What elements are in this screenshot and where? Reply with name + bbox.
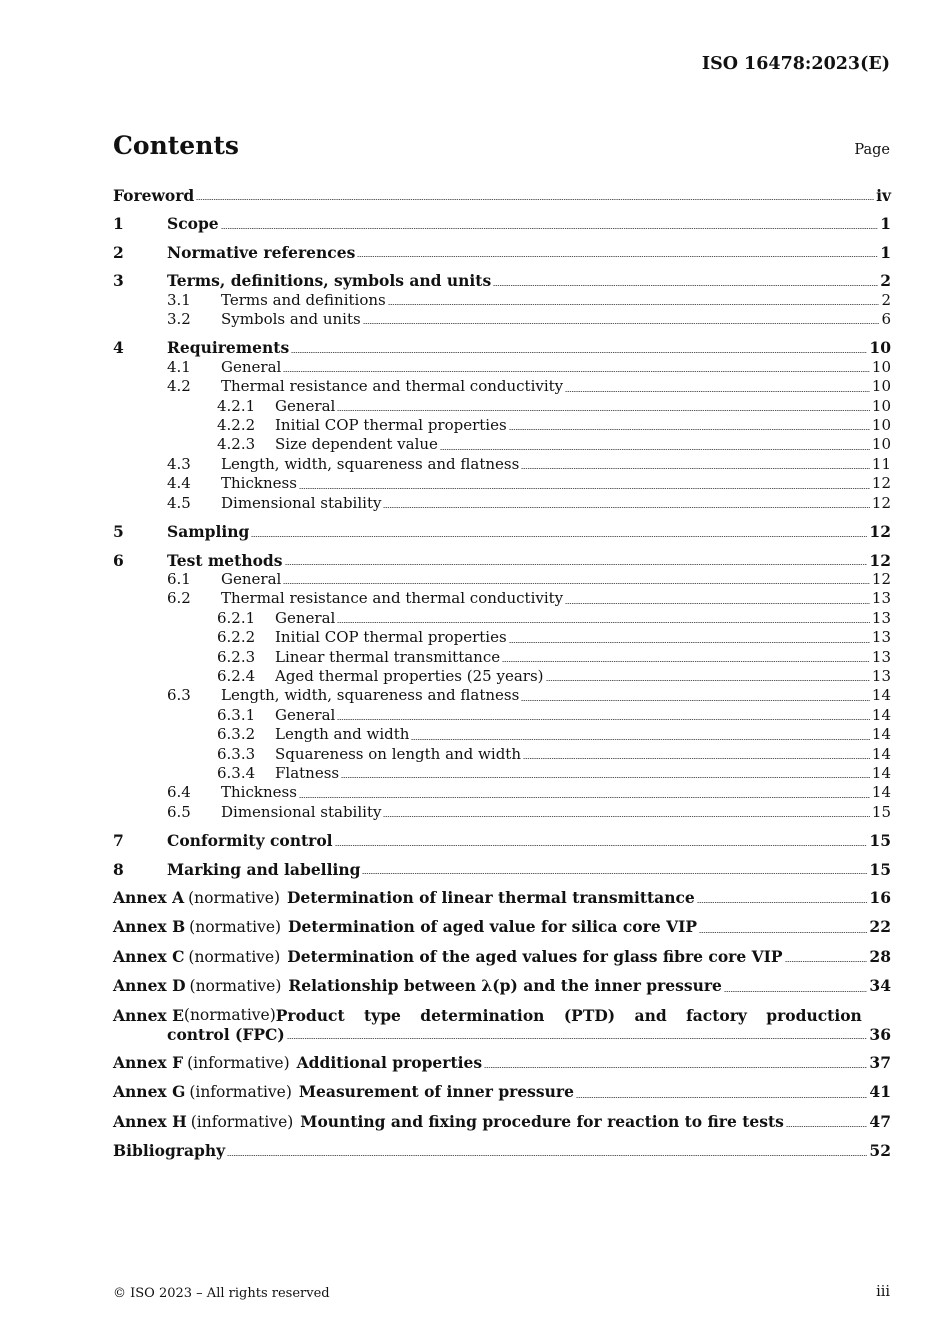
document-id: ISO 16478:2023(E) — [701, 54, 890, 74]
toc-page: 12 — [869, 550, 891, 570]
toc-entry-section-2[interactable] — [113, 243, 891, 262]
toc-number: 6.2 — [167, 589, 191, 608]
toc-number: 1 — [113, 214, 124, 234]
toc-entry-section-7[interactable] — [113, 831, 891, 850]
toc-label: Initial COP thermal properties — [275, 628, 507, 647]
toc-number: 6.3 — [167, 686, 191, 705]
toc-page: 14 — [871, 783, 891, 802]
toc-number: 6.2.4 — [217, 666, 256, 685]
toc-label: General — [221, 357, 282, 376]
toc-number: 6.2.1 — [217, 608, 256, 627]
toc-label: Measurement of inner pressure — [298, 1082, 574, 1102]
leader-dots — [341, 777, 870, 778]
annex-designation: Annex B — [113, 917, 186, 937]
page-title: Contents — [113, 131, 240, 160]
toc-label: Determination of linear thermal transmittance — [286, 888, 695, 907]
toc-entry-subsubsection[interactable] — [113, 416, 891, 435]
toc-entry-section-8[interactable] — [113, 860, 891, 879]
toc-page: 12 — [871, 474, 891, 493]
leader-dots — [785, 961, 868, 962]
table-of-contents — [113, 186, 891, 1161]
leader-dots — [724, 991, 868, 992]
toc-number: 4.2 — [167, 377, 191, 396]
toc-page: 14 — [871, 686, 891, 705]
leader-dots — [283, 583, 870, 584]
toc-label: Test methods — [167, 550, 283, 570]
leader-dots — [283, 371, 870, 372]
toc-entry-subsection[interactable] — [113, 310, 891, 329]
toc-entry-annex-e[interactable] — [113, 1006, 891, 1044]
toc-label: General — [275, 608, 336, 627]
leader-dots — [546, 680, 870, 681]
toc-page: 11 — [871, 454, 891, 473]
toc-number: 3.1 — [167, 290, 191, 309]
toc-number: 4.5 — [167, 493, 191, 512]
toc-page: 14 — [871, 763, 891, 782]
toc-page: 13 — [871, 628, 891, 647]
leader-dots — [383, 507, 869, 508]
leader-dots — [335, 845, 868, 846]
toc-label: Foreword — [113, 186, 195, 205]
toc-label: Sampling — [167, 522, 250, 542]
toc-number: 4.3 — [167, 454, 191, 473]
toc-entry-subsection[interactable] — [113, 589, 891, 608]
toc-label: Size dependent value — [275, 435, 438, 454]
leader-dots — [699, 932, 867, 933]
leader-dots — [521, 700, 870, 701]
toc-page: 16 — [869, 888, 891, 907]
toc-entry-section-1[interactable] — [113, 214, 891, 233]
toc-entry-subsubsection[interactable] — [113, 609, 891, 628]
leader-dots — [786, 1126, 868, 1127]
toc-page: 13 — [871, 647, 891, 666]
toc-page: 36 — [869, 1024, 891, 1044]
toc-number: 6.3.1 — [217, 705, 256, 724]
annex-designation: Annex D — [113, 976, 186, 996]
toc-page: 22 — [869, 917, 891, 937]
toc-number: 4.2.1 — [217, 396, 256, 415]
toc-label: General — [275, 705, 336, 724]
annex-type: (informative) — [187, 1054, 290, 1073]
annex-designation: Annex H — [113, 1111, 187, 1131]
annex-type: (normative) — [189, 977, 282, 996]
toc-entry-subsubsection[interactable] — [113, 435, 891, 454]
toc-label: Dimensional stability — [221, 493, 382, 512]
toc-label: Additional properties — [296, 1053, 483, 1073]
toc-page: 6 — [881, 310, 891, 329]
toc-entry-bibliography[interactable] — [113, 1141, 891, 1160]
toc-page: 10 — [871, 396, 891, 415]
toc-page: 47 — [869, 1111, 891, 1131]
annex-type: (informative) — [189, 1083, 292, 1102]
toc-number: 6.2.3 — [217, 647, 256, 666]
toc-page: 1 — [880, 214, 891, 234]
toc-label: Linear thermal transmittance — [275, 647, 501, 666]
leader-dots — [509, 642, 870, 643]
toc-entry-foreword[interactable] — [113, 186, 891, 205]
leader-dots — [196, 199, 874, 200]
toc-page: 15 — [869, 859, 891, 879]
toc-number: 4.2.2 — [217, 416, 256, 435]
leader-dots — [565, 391, 870, 392]
toc-entry-annex-c[interactable] — [113, 947, 891, 967]
leader-dots — [357, 256, 878, 257]
toc-entry-subsubsection[interactable] — [113, 706, 891, 725]
toc-number: 4.2.3 — [217, 435, 256, 454]
toc-entry-annex-d[interactable] — [113, 976, 891, 996]
toc-number: 4.4 — [167, 474, 191, 493]
toc-number: 4 — [113, 338, 124, 358]
toc-number: 6.3.4 — [217, 763, 256, 782]
toc-label: Initial COP thermal properties — [275, 416, 507, 435]
toc-entry-annex-b[interactable] — [113, 917, 891, 937]
toc-entry-subsubsection[interactable] — [113, 667, 891, 686]
toc-number: 4.1 — [167, 357, 191, 376]
toc-entry-annex-h[interactable] — [113, 1112, 891, 1132]
leader-dots — [291, 352, 867, 353]
toc-number: 8 — [113, 859, 124, 879]
annex-type: (normative) — [188, 889, 280, 907]
toc-entry-subsubsection[interactable] — [113, 745, 891, 764]
toc-label: General — [221, 569, 282, 588]
toc-label: Terms and definitions — [221, 290, 386, 309]
toc-number: 6.3.3 — [217, 744, 256, 763]
toc-label: Thickness — [221, 783, 297, 802]
toc-page: 14 — [871, 725, 891, 744]
toc-page: 10 — [871, 377, 891, 396]
leader-dots — [509, 429, 870, 430]
toc-label: Determination of aged value for silica core VIP — [288, 917, 698, 937]
annex-designation: Annex C — [113, 946, 185, 966]
toc-number: 3 — [113, 271, 124, 291]
leader-dots — [697, 902, 868, 903]
toc-entry-subsection[interactable] — [113, 686, 891, 705]
toc-label: Thickness — [221, 474, 297, 493]
toc-entry-subsection[interactable] — [113, 358, 891, 377]
toc-entry-section-4[interactable] — [113, 338, 891, 357]
toc-page: 12 — [871, 569, 891, 588]
toc-entry-subsection[interactable] — [113, 474, 891, 493]
annex-type: (normative) — [183, 1005, 276, 1024]
leader-dots — [363, 323, 880, 324]
toc-entry-subsection[interactable] — [113, 570, 891, 589]
leader-dots — [251, 536, 867, 537]
leader-dots — [362, 873, 867, 874]
annex-type: (normative) — [189, 918, 282, 937]
toc-page: 12 — [869, 522, 891, 542]
toc-number: 6.5 — [167, 802, 191, 821]
toc-label: Thermal resistance and thermal conductivity — [221, 589, 564, 608]
toc-entry-subsubsection[interactable] — [113, 725, 891, 744]
toc-number: 2 — [113, 242, 124, 262]
toc-label-line-2: control (FPC) — [167, 1024, 285, 1044]
toc-entry-section-3[interactable] — [113, 271, 891, 290]
leader-dots — [484, 1067, 867, 1068]
toc-entry-subsection[interactable] — [113, 455, 891, 474]
annex-designation: Annex A — [113, 888, 185, 907]
toc-page: 15 — [869, 831, 891, 851]
toc-entry-section-5[interactable] — [113, 522, 891, 541]
toc-label: Length and width — [275, 725, 410, 744]
toc-page: 14 — [871, 744, 891, 763]
toc-page: 13 — [871, 589, 891, 608]
toc-page: 15 — [871, 802, 891, 821]
toc-page: 14 — [871, 705, 891, 724]
toc-number: 7 — [113, 831, 124, 851]
toc-label: Terms, definitions, symbols and units — [167, 271, 492, 291]
toc-page: 10 — [871, 435, 891, 454]
annex-designation: Annex F — [113, 1053, 184, 1073]
toc-entry-subsection[interactable] — [113, 803, 891, 822]
toc-number: 6 — [113, 550, 124, 570]
toc-entry-annex-g[interactable] — [113, 1082, 891, 1102]
toc-entry-subsection[interactable] — [113, 291, 891, 310]
toc-entry-subsection[interactable] — [113, 494, 891, 513]
toc-label: Bibliography — [113, 1141, 226, 1161]
toc-page: 13 — [871, 666, 891, 685]
toc-number: 6.4 — [167, 783, 191, 802]
toc-label: Normative references — [167, 242, 356, 262]
leader-dots — [502, 661, 870, 662]
leader-dots — [337, 410, 870, 411]
toc-label: Length, width, squareness and flatness — [221, 686, 520, 705]
toc-page: 10 — [871, 416, 891, 435]
toc-label: Requirements — [167, 338, 290, 358]
toc-label: Marking and labelling — [167, 859, 361, 879]
annex-designation: Annex G — [113, 1082, 186, 1102]
toc-number: 6.3.2 — [217, 725, 256, 744]
toc-page: iv — [876, 186, 891, 205]
toc-label: Dimensional stability — [221, 802, 382, 821]
toc-entry-section-6[interactable] — [113, 551, 891, 570]
toc-label: General — [275, 396, 336, 415]
leader-dots — [337, 622, 870, 623]
toc-page: 2 — [880, 271, 891, 291]
leader-dots — [576, 1097, 867, 1098]
toc-label: Scope — [167, 214, 219, 234]
toc-entry-subsubsection[interactable] — [113, 628, 891, 647]
annex-designation: Annex E — [113, 1005, 184, 1025]
leader-dots — [287, 1038, 868, 1039]
toc-label: Conformity control — [167, 831, 333, 851]
leader-dots — [227, 1155, 867, 1156]
toc-page: 34 — [869, 976, 891, 996]
leader-dots — [521, 468, 870, 469]
leader-dots — [411, 739, 869, 740]
toc-page: 28 — [869, 946, 891, 966]
toc-entry-subsubsection[interactable] — [113, 764, 891, 783]
toc-label: Aged thermal properties (25 years) — [275, 666, 544, 685]
toc-entry-subsection[interactable] — [113, 783, 891, 802]
toc-label: Length, width, squareness and flatness — [221, 454, 520, 473]
leader-dots — [565, 603, 870, 604]
toc-label: Relationship between λ(p) and the inner pressure — [288, 976, 722, 996]
leader-dots — [285, 564, 868, 565]
toc-page: 1 — [880, 242, 891, 262]
toc-page: 52 — [869, 1141, 891, 1161]
toc-entry-subsection[interactable] — [113, 377, 891, 396]
toc-page: 13 — [871, 608, 891, 627]
toc-page: 12 — [871, 493, 891, 512]
toc-number: 5 — [113, 522, 124, 542]
leader-dots — [299, 488, 870, 489]
toc-label: Determination of the aged values for glass fibre core VIP — [287, 946, 783, 966]
toc-entry-annex-a[interactable] — [113, 888, 891, 908]
annex-type: (normative) — [188, 947, 281, 966]
toc-page: 10 — [869, 338, 891, 358]
toc-page: 37 — [869, 1053, 891, 1073]
leader-dots — [383, 816, 869, 817]
toc-number: 3.2 — [167, 310, 191, 329]
toc-label: Mounting and fixing procedure for reaction to fire tests — [300, 1111, 784, 1131]
toc-page: 10 — [871, 357, 891, 376]
page-column-label: Page — [854, 142, 890, 158]
toc-label: Flatness — [275, 763, 340, 782]
leader-dots — [337, 719, 870, 720]
leader-dots — [221, 228, 879, 229]
toc-label: Thermal resistance and thermal conductivity — [221, 377, 564, 396]
copyright-notice: © ISO 2023 – All rights reserved — [113, 1286, 330, 1301]
toc-page: 41 — [869, 1082, 891, 1102]
toc-number: 6.1 — [167, 569, 191, 588]
toc-label: Symbols and units — [221, 310, 361, 329]
page-number: iii — [876, 1284, 890, 1300]
toc-entry-subsubsection[interactable] — [113, 397, 891, 416]
leader-dots — [440, 449, 870, 450]
toc-label-line-1: Product type determination (PTD) and factory production — [275, 1005, 862, 1025]
toc-number: 6.2.2 — [217, 628, 256, 647]
leader-dots — [299, 797, 870, 798]
toc-entry-annex-f[interactable] — [113, 1053, 891, 1073]
annex-type: (informative) — [190, 1112, 294, 1131]
toc-page: 2 — [881, 290, 891, 309]
toc-entry-subsubsection[interactable] — [113, 648, 891, 667]
toc-label: Squareness on length and width — [275, 744, 521, 763]
leader-dots — [493, 285, 878, 286]
leader-dots — [388, 304, 880, 305]
leader-dots — [523, 758, 870, 759]
